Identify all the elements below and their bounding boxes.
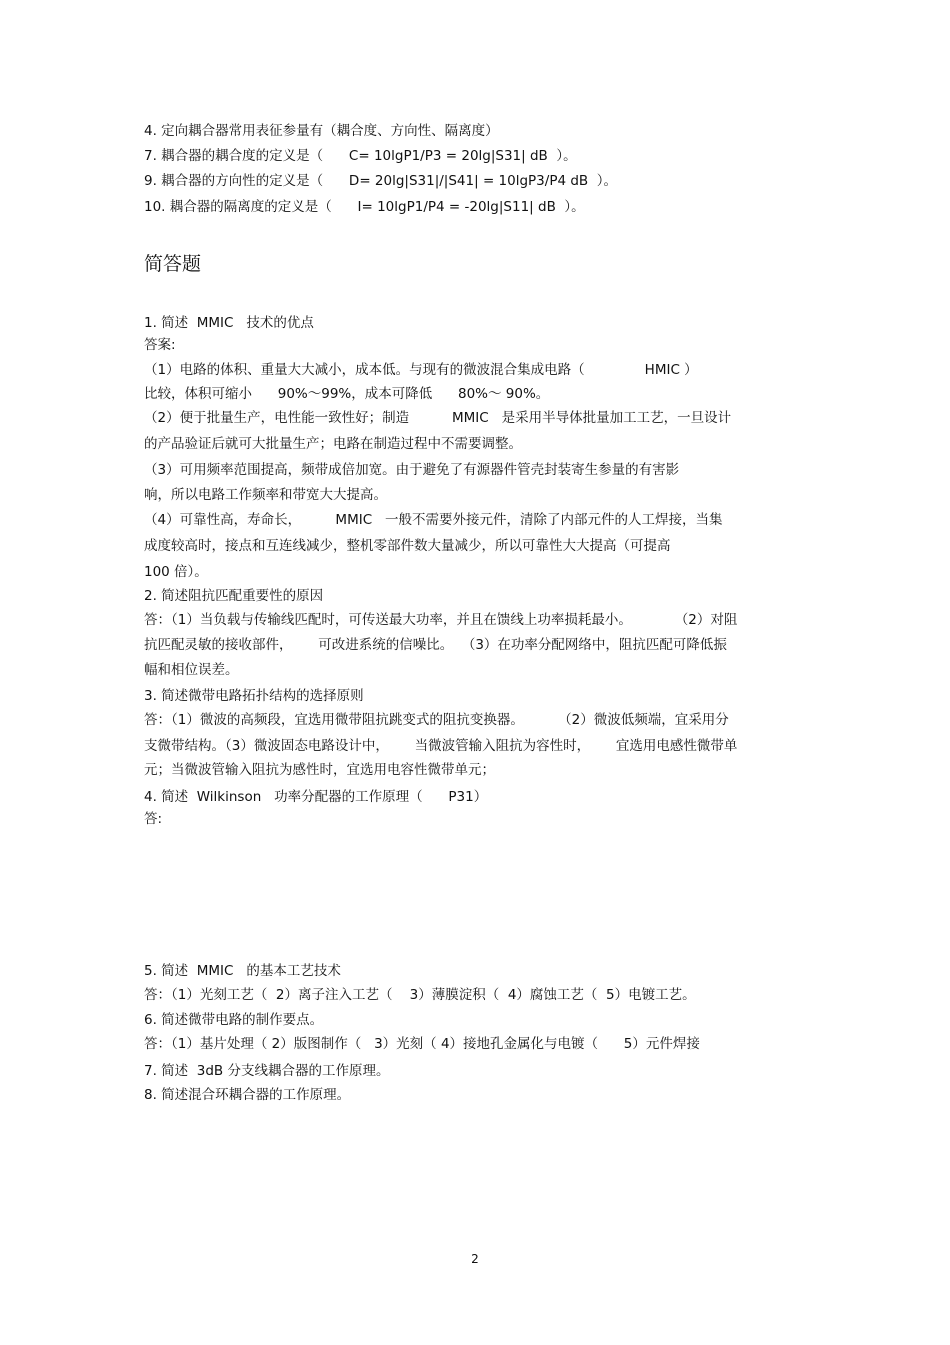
question-1-answer-line: 比较，体积可缩小 90%～99%，成本可降低 80%～ 90%。 — [144, 386, 550, 402]
question-2-answer-line: 答：（1）当负载与传输线匹配时，可传送最大功率，并且在馈线上功率损耗最小。 （2）对阻 — [144, 612, 738, 628]
question-3-answer-line: 支微带结构。（3）微波固态电路设计中， 当微波管输入阻抗为容性时， 宜选用电感性微带单 — [144, 738, 738, 754]
question-4-answer-label: 答: — [144, 811, 163, 827]
question-2-answer-line: 抗匹配灵敏的接收部件， 可改进系统的信噪比。 （3）在功率分配网络中，阻抗匹配可降低振 — [144, 637, 727, 653]
question-2-answer-line: 幅和相位误差。 — [144, 662, 239, 678]
question-4-title: 4. 简述 Wilkinson 功率分配器的工作原理（ P31） — [144, 789, 488, 805]
question-1-answer-line: （1）电路的体积、重量大大减小，成本低。与现有的微波混合集成电路（ HMIC ） — [144, 362, 698, 378]
question-6-title: 6. 简述微带电路的制作要点。 — [144, 1012, 324, 1028]
question-1-answer-line: （4）可靠性高，寿命长， MMIC 一般不需要外接元件，清除了内部元件的人工焊接，当集 — [144, 512, 723, 528]
fill-in-item-9: 9. 耦合器的方向性的定义是（ D= 20lg|S31|/|S41| = 10lgP3/P4 dB ）。 — [144, 173, 618, 189]
question-8-title: 8. 简述混合环耦合器的工作原理。 — [144, 1087, 351, 1103]
fill-in-item-7: 7. 耦合器的耦合度的定义是（ C= 10lgP1/P3 = 20lg|S31| dB ）。 — [144, 148, 577, 164]
question-1-title: 1. 简述 MMIC 技术的优点 — [144, 315, 314, 331]
question-3-answer-line: 答：（1）微波的高频段，宜选用微带阻抗跳变式的阻抗变换器。 （2）微波低频端，宜采用分 — [144, 712, 729, 728]
page-number: 2 — [471, 1252, 479, 1266]
question-1-answer-line: 100 倍）。 — [144, 564, 208, 580]
fill-in-item-4: 4. 定向耦合器常用表征参量有（耦合度、方向性、隔离度） — [144, 123, 499, 139]
question-5-title: 5. 简述 MMIC 的基本工艺技术 — [144, 963, 341, 979]
question-1-answer-label: 答案: — [144, 337, 176, 353]
question-1-answer-line: （3）可用频率范围提高，频带成倍加宽。由于避免了有源器件管壳封装寄生参量的有害影 — [144, 462, 680, 478]
question-2-title: 2. 简述阻抗匹配重要性的原因 — [144, 588, 324, 604]
question-1-answer-line: 的产品验证后就可大批量生产；电路在制造过程中不需要调整。 — [144, 436, 522, 452]
question-1-answer-line: 响，所以电路工作频率和带宽大大提高。 — [144, 487, 387, 503]
question-6-answer-line: 答：（1）基片处理（ 2）版图制作（ 3）光刻（ 4）接地孔金属化与电镀（ 5）元件焊接 — [144, 1036, 700, 1052]
question-5-answer-line: 答：（1）光刻工艺（ 2）离子注入工艺（ 3）薄膜淀积（ 4）腐蚀工艺（ 5）电镀工艺。 — [144, 987, 696, 1003]
question-3-title: 3. 简述微带电路拓扑结构的选择原则 — [144, 688, 364, 704]
question-1-answer-line: 成度较高时，接点和互连线减少，整机零部件数大量减少，所以可靠性大大提高（可提高 — [144, 538, 671, 554]
question-1-answer-line: （2）便于批量生产，电性能一致性好；制造 MMIC 是采用半导体批量加工工艺，一旦设计 — [144, 410, 732, 426]
question-3-answer-line: 元；当微波管输入阻抗为感性时，宜选用电容性微带单元； — [144, 762, 495, 778]
fill-in-item-10: 10. 耦合器的隔离度的定义是（ I= 10lgP1/P4 = -20lg|S11| dB ）。 — [144, 199, 585, 215]
section-title: 简答题 — [144, 253, 202, 275]
question-7-title: 7. 简述 3dB 分支线耦合器的工作原理。 — [144, 1063, 390, 1079]
